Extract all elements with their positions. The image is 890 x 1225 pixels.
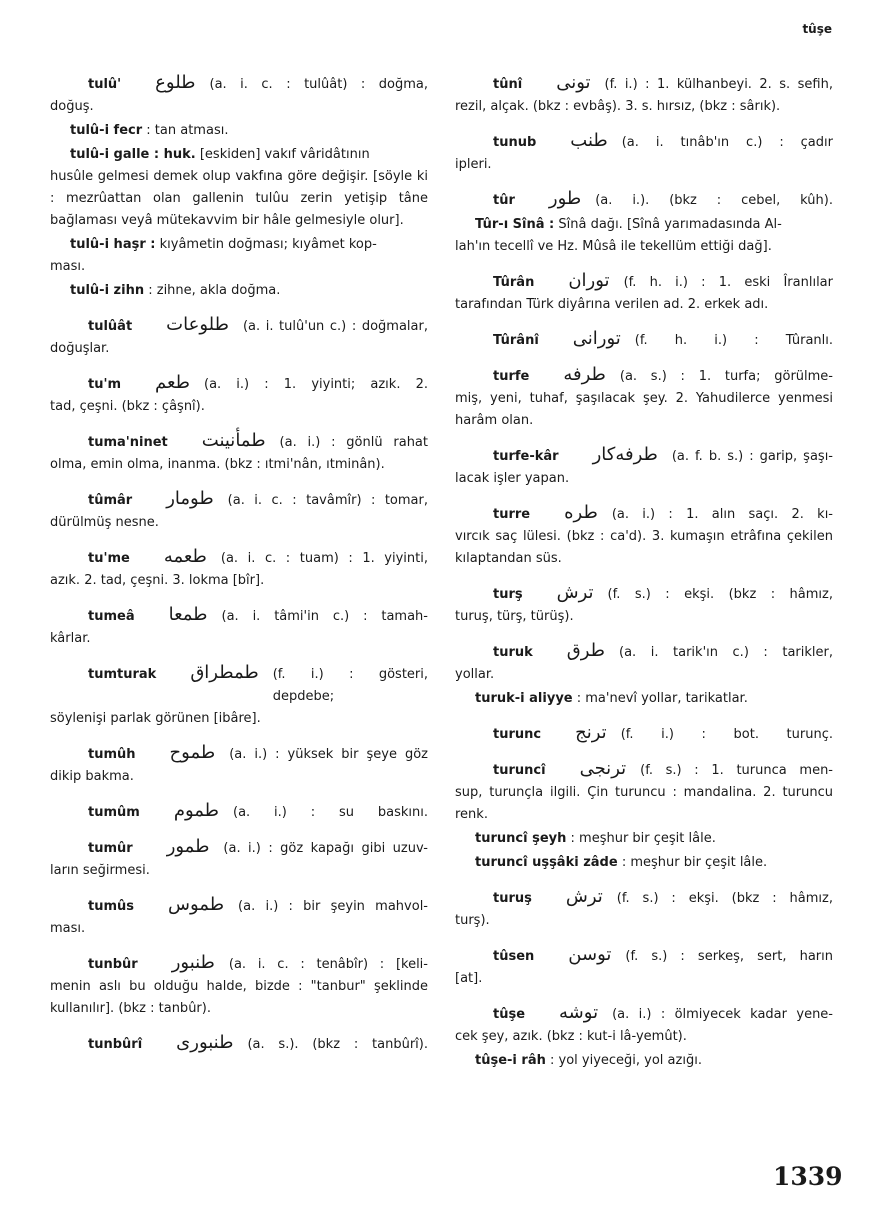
arabic-script: ترش: [565, 886, 603, 907]
arabic-script: ترش: [556, 582, 594, 603]
definition-continuation: dürülmüş nesne.: [50, 515, 159, 530]
definition: (a. i.) : su baskını.: [233, 805, 428, 820]
entry-first-line: [455, 640, 833, 664]
headword: tulû-i fecr: [70, 123, 143, 138]
entry-first-line: [50, 314, 428, 338]
headword: tulû-i galle : huk.: [70, 147, 196, 162]
entry-first-line: [455, 502, 833, 526]
definition-continuation: lah'ın tecellî ve Hz. Mûsâ ile tekellüm ettiği dağ].: [455, 239, 772, 254]
subentry: [50, 280, 428, 302]
arabic-script: طنبور: [171, 952, 215, 973]
entry-first-line: [50, 1032, 428, 1056]
entry-first-line: [50, 120, 428, 142]
entry-first-line: [455, 1050, 833, 1072]
subentry: [50, 234, 428, 278]
definition: kıyâmetin doğması; kıyâmet kop-: [159, 237, 377, 252]
definition: (a. i.) : göz kapağı gibi uzuv-: [223, 841, 428, 856]
definition-continuation: cek şey, azık. (bkz : kut-i lâ-yemût).: [455, 1029, 687, 1044]
entry-first-line: [455, 944, 833, 968]
definition-continuation: menin aslı bu olduğu halde, bizde : "tanbur" şeklinde kullanılır]. (bkz : tanbûr).: [50, 979, 428, 1016]
definition-continuation: kârlar.: [50, 631, 91, 646]
definition-continuation: rezil, alçak. (bkz : evbâş). 3. s. hırsız, (bkz : sârık).: [455, 99, 781, 114]
arabic-script: طمور: [166, 836, 210, 857]
headword: tûr: [493, 193, 515, 208]
dictionary-entry: [50, 604, 428, 650]
definition: (a. i.) : bir şeyin mahvol-: [238, 899, 428, 914]
entry-first-line: [455, 828, 833, 850]
headword: tunbûrî: [88, 1037, 143, 1052]
subentry: [455, 688, 833, 710]
dictionary-entry: [50, 314, 428, 360]
subentry: [455, 828, 833, 850]
definition: : zihne, akla doğma.: [148, 283, 281, 298]
arabic-script: توسن: [568, 944, 612, 965]
headword: turuncî: [493, 763, 546, 778]
entry-first-line: [455, 1002, 833, 1026]
entry-first-line: [50, 800, 428, 824]
dictionary-entry: [455, 640, 833, 686]
headword: tulûât: [88, 319, 133, 334]
dictionary-entry: [50, 72, 428, 118]
definition-continuation: dikip bakma.: [50, 769, 134, 784]
definition-continuation: doğuşlar.: [50, 341, 110, 356]
definition: (a. i.). (bkz : cebel, kûh).: [595, 193, 833, 208]
entry-first-line: [455, 130, 833, 154]
entry-first-line: [50, 234, 428, 256]
dictionary-entry: [455, 722, 833, 746]
arabic-script: طنبوری: [176, 1032, 234, 1053]
entry-first-line: [455, 188, 833, 212]
dictionary-entry: [50, 546, 428, 592]
arabic-script: طموم: [173, 800, 220, 821]
definition: (f. s.) : serkeş, sert, harın: [625, 949, 833, 964]
definition-continuation: söylenişi parlak görünen [ibâre].: [50, 711, 261, 726]
arabic-script: طلوعات: [166, 314, 229, 335]
headword: tûnî: [493, 77, 523, 92]
definition-continuation: ların seğirmesi.: [50, 863, 150, 878]
headword: tûşe-i râh: [475, 1053, 546, 1068]
definition: (a. s.) : 1. turfa; görülme-: [619, 369, 833, 384]
dictionary-entry: [455, 582, 833, 628]
headword: turuk-i aliyye: [475, 691, 573, 706]
entry-first-line: [50, 836, 428, 860]
entry-first-line: [455, 886, 833, 910]
headword: tumturak: [88, 667, 157, 682]
headword: turfe-kâr: [493, 449, 559, 464]
arabic-script: طمطراق: [190, 662, 259, 683]
definition: (a. i. tınâb'ın c.) : çadır: [621, 135, 833, 150]
definition-continuation: vırcık saç lülesi. (bkz : ca'd). 3. kumaşın etrâfına çekilen kılaptandan süs.: [455, 529, 833, 566]
definition: (f. i.) : gösteri, depdebe;: [272, 667, 428, 704]
definition-continuation: [at].: [455, 971, 483, 986]
definition: (a. s.). (bkz : tanbûrî).: [247, 1037, 428, 1052]
definition: : meşhur bir çeşit lâle.: [570, 831, 716, 846]
dictionary-entry: [455, 328, 833, 352]
headword: tumeâ: [88, 609, 135, 624]
arabic-script: توشه: [559, 1002, 599, 1023]
arabic-script: طموح: [169, 742, 216, 763]
arabic-script: طره: [564, 502, 598, 523]
headword: turş: [493, 587, 523, 602]
definition: (a. i. c. : tuam) : 1. yiyinti,: [220, 551, 428, 566]
entry-first-line: [50, 952, 428, 976]
arabic-script: طور: [548, 188, 582, 209]
headword: turuncî şeyh: [475, 831, 567, 846]
running-header-word: tûşe: [802, 22, 832, 36]
definition: (a. i. tarik'ın c.) : tarikler,: [619, 645, 833, 660]
entry-first-line: [455, 364, 833, 388]
dictionary-entry: [455, 188, 833, 212]
headword: tu'me: [88, 551, 130, 566]
entry-first-line: [50, 894, 428, 918]
dictionary-entry: [455, 502, 833, 570]
dictionary-entry: [455, 72, 833, 118]
dictionary-entry: [50, 742, 428, 788]
entry-first-line: [50, 546, 428, 570]
dictionary-entry: [455, 130, 833, 176]
definition: (a. i.) : 1. yiyinti; azık. 2.: [204, 377, 428, 392]
arabic-script: طرفه: [563, 364, 606, 385]
headword: tûsen: [493, 949, 535, 964]
entry-first-line: [455, 328, 833, 352]
arabic-script: طمعا: [168, 604, 208, 625]
definition-continuation: turuş, türş, türüş).: [455, 609, 574, 624]
definition-continuation: olma, emin olma, inanma. (bkz : ıtmi'nân, ıtminân).: [50, 457, 385, 472]
subentry: [455, 1050, 833, 1072]
dictionary-entry: [50, 1032, 428, 1056]
dictionary-entry: [455, 444, 833, 490]
definition: (a. f. b. s.) : garip, şaşı-: [671, 449, 833, 464]
left-column: [50, 72, 428, 1152]
headword: turre: [493, 507, 531, 522]
headword: tunub: [493, 135, 537, 150]
entry-first-line: [455, 758, 833, 782]
arabic-script: تونی: [556, 72, 591, 93]
dictionary-entry: [455, 1002, 833, 1048]
dictionary-entry: [50, 800, 428, 824]
dictionary-entry: [455, 886, 833, 932]
dictionary-entry: [50, 894, 428, 940]
headword: tuma'ninet: [88, 435, 168, 450]
definition-continuation: ması.: [50, 921, 86, 936]
arabic-script: طرفه‌کار: [592, 444, 658, 465]
arabic-script: تورانی: [572, 328, 621, 349]
definition: [eskiden] vakıf vâridâtının: [199, 147, 370, 162]
dictionary-entry: [50, 488, 428, 534]
definition-continuation: ipleri.: [455, 157, 492, 172]
subentry: [455, 852, 833, 874]
headword: tumûs: [88, 899, 135, 914]
entry-first-line: [50, 662, 428, 708]
headword: tumûh: [88, 747, 136, 762]
definition: : yol yiyeceği, yol azığı.: [549, 1053, 702, 1068]
definition-continuation: turş).: [455, 913, 490, 928]
headword: turfe: [493, 369, 530, 384]
definition: (f. i.) : bot. turunç.: [620, 727, 833, 742]
right-column: [455, 72, 833, 1152]
dictionary-entry: [455, 758, 833, 826]
definition: (f. s.) : ekşi. (bkz : hâmız,: [616, 891, 833, 906]
headword: turuş: [493, 891, 532, 906]
dictionary-entry: [50, 952, 428, 1020]
headword: Tûr-ı Sînâ :: [475, 217, 555, 232]
definition-continuation: ması.: [50, 259, 86, 274]
headword: tunbûr: [88, 957, 138, 972]
definition: (f. i.) : 1. külhanbeyi. 2. s. sefih,: [604, 77, 833, 92]
definition: (f. s.) : ekşi. (bkz : hâmız,: [607, 587, 833, 602]
headword: tûmâr: [88, 493, 133, 508]
dictionary-entry: [455, 944, 833, 990]
headword: tulû': [88, 77, 122, 92]
arabic-script: ترنجی: [579, 758, 627, 779]
definition: (a. i. c. : tavâmîr) : tomar,: [227, 493, 428, 508]
definition-continuation: yollar.: [455, 667, 495, 682]
definition: : ma'nevî yollar, tarikatlar.: [576, 691, 748, 706]
entry-first-line: [50, 72, 428, 96]
definition-continuation: azık. 2. tad, çeşni. 3. lokma [bîr].: [50, 573, 265, 588]
definition-continuation: lacak işler yapan.: [455, 471, 570, 486]
arabic-script: طنب: [570, 130, 608, 151]
arabic-script: طرق: [566, 640, 606, 661]
definition: : meşhur bir çeşit lâle.: [621, 855, 768, 870]
headword: tumûm: [88, 805, 140, 820]
definition: (a. i.) : gönlü rahat: [279, 435, 428, 450]
arabic-script: طموس: [168, 894, 225, 915]
definition-continuation: sup, turunçla ilgili. Çin turuncu : mandalina. 2. turuncu renk.: [455, 785, 833, 822]
page-number: 1339: [773, 1162, 843, 1191]
headword: turunc: [493, 727, 542, 742]
arabic-script: طعم: [155, 372, 190, 393]
entry-first-line: [455, 852, 833, 874]
headword: turuk: [493, 645, 533, 660]
definition: (a. i. c. : tulûât) : doğma,: [209, 77, 428, 92]
entry-first-line: [50, 488, 428, 512]
entry-first-line: [50, 144, 428, 166]
headword: tu'm: [88, 377, 121, 392]
definition-continuation: doğuş.: [50, 99, 94, 114]
definition: (a. i. tulû'un c.) : doğmalar,: [242, 319, 428, 334]
subentry: [50, 120, 428, 142]
headword: Tûrân: [493, 275, 535, 290]
definition-continuation: husûle gelmesi demek olup vakfına göre değişir. [söyle ki : mezrûattan olan gallenin tulûu zerin yetişip tâne bağlaması veyâ mütekavvim bir hâle gelmesiyle olur].: [50, 169, 428, 228]
dictionary-entry: [455, 270, 833, 316]
entry-first-line: [455, 214, 833, 236]
entry-first-line: [455, 444, 833, 468]
definition-continuation: miş, yeni, tuhaf, şaşılacak şey. 2. Yahudilerce yenmesi harâm olan.: [455, 391, 833, 428]
headword: tumûr: [88, 841, 133, 856]
dictionary-entry: [50, 836, 428, 882]
entry-first-line: [50, 604, 428, 628]
headword: tulû-i haşr :: [70, 237, 156, 252]
definition: (a. i.) : yüksek bir şeye göz: [229, 747, 428, 762]
entry-first-line: [50, 742, 428, 766]
subentry: [455, 214, 833, 258]
headword: tûşe: [493, 1007, 526, 1022]
subentry: [50, 144, 428, 232]
headword: tulû-i zihn: [70, 283, 145, 298]
dictionary-entry: [50, 372, 428, 418]
definition: (f. h. i.) : 1. eski Îranlılar: [623, 275, 833, 290]
entry-first-line: [455, 582, 833, 606]
entry-first-line: [50, 372, 428, 396]
arabic-script: توران: [568, 270, 610, 291]
entry-first-line: [455, 688, 833, 710]
definition: (a. i. tâmi'in c.) : tamah-: [221, 609, 428, 624]
definition: (f. s.) : 1. turunca men-: [640, 763, 833, 778]
definition: (a. i.) : ölmiyecek kadar yene-: [612, 1007, 833, 1022]
entry-first-line: [455, 722, 833, 746]
dictionary-entry: [50, 430, 428, 476]
entry-first-line: [50, 280, 428, 302]
definition: (f. h. i.) : Tûranlı.: [634, 333, 833, 348]
definition: : tan atması.: [146, 123, 229, 138]
definition: (a. i. c. : tenâbîr) : [keli-: [228, 957, 428, 972]
definition: (a. i.) : 1. alın saçı. 2. kı-: [611, 507, 833, 522]
arabic-script: ترنج: [575, 722, 607, 743]
headword: Tûrânî: [493, 333, 539, 348]
arabic-script: طلوع: [155, 72, 196, 93]
arabic-script: طمأنينت: [201, 430, 266, 451]
entry-first-line: [50, 430, 428, 454]
definition: Sînâ dağı. [Sînâ yarımadasında Al-: [558, 217, 782, 232]
arabic-script: طعمه: [163, 546, 207, 567]
arabic-script: طومار: [166, 488, 214, 509]
entry-first-line: [455, 270, 833, 294]
definition-continuation: tarafından Türk diyârına verilen ad. 2. erkek adı.: [455, 297, 769, 312]
entry-first-line: [455, 72, 833, 96]
definition-continuation: tad, çeşni. (bkz : çâşnî).: [50, 399, 205, 414]
dictionary-entry: [50, 662, 428, 730]
dictionary-entry: [455, 364, 833, 432]
headword: turuncî uşşâki zâde: [475, 855, 618, 870]
